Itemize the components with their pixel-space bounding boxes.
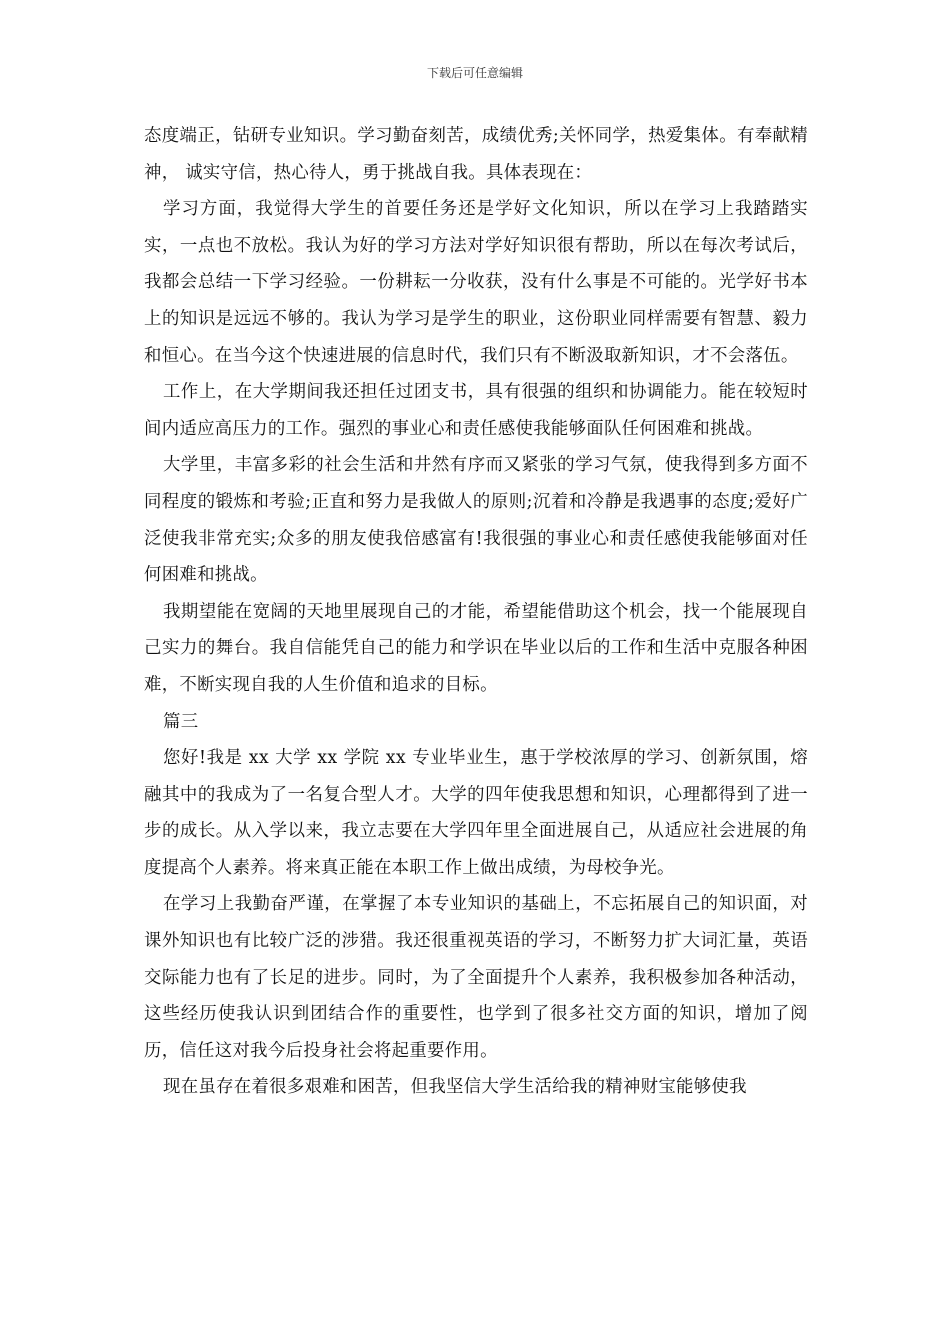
paragraph-learning: 在学习上我勤奋严谨，在掌握了本专业知识的基础上，不忘拓展自己的知识面，对课外知识也有比较广泛的涉猎。我还很重视英语的学习，不断努力扩大词汇量，英语交际能力也有了长足的进步。同时，为了全面提升个人素养，我积极参加各种活动，这些经历使我认识到团结合作的重要性，也学到了很多社交方面的知识，增加了阅历，信任这对我今后投身社会将起重要作用。 bbox=[144, 894, 808, 1061]
paragraph-intro: 态度端正，钻研专业知识。学习勤奋刻苦，成绩优秀;关怀同学，热爱集体。有奉献精神， 诚实守信，热心待人，勇于挑战自我。具体表现在： bbox=[144, 126, 808, 183]
section-heading: 篇三 bbox=[163, 711, 199, 732]
paragraph-hope: 我期望能在宽阔的天地里展现自己的才能，希望能借助这个机会，找一个能展现自己实力的舞台。我自信能凭自己的能力和学识在毕业以后的工作和生活中克服各种困难，不断实现自我的人生价值和追求的目标。 bbox=[144, 601, 808, 695]
document-body bbox=[144, 118, 808, 1106]
paragraph-greeting: 您好!我是 xx 大学 xx 学院 xx 专业毕业生，惠于学校浓厚的学习、创新氛围，熔融其中的我成为了一名复合型人才。大学的四年使我思想和知识，心理都得到了进一步的成长。从入学以来，我立志要在大学四年里全面进展自己，从适应社会进展的角度提高个人素养。将来真正能在本职工作上做出成绩，为母校争光。 bbox=[144, 748, 808, 878]
paragraph-university-life: 大学里，丰富多彩的社会生活和井然有序而又紧张的学习气氛，使我得到多方面不同程度的锻炼和考验;正直和努力是我做人的原则;沉着和冷静是我遇事的态度;爱好广泛使我非常充实;众多的朋友使我倍感富有!我很强的事业心和责任感使我能够面对任何困难和挑战。 bbox=[144, 455, 808, 586]
paragraph-work: 工作上，在大学期间我还担任过团支书，具有很强的组织和协调能力。能在较短时间内适应高压力的工作。强烈的事业心和责任感使我能够面队任何困难和挑战。 bbox=[144, 382, 808, 439]
paragraph-closing: 现在虽存在着很多艰难和困苦，但我坚信大学生活给我的精神财宝能够使我 bbox=[163, 1077, 747, 1098]
paragraph-study: 学习方面，我觉得大学生的首要任务还是学好文化知识，所以在学习上我踏踏实实，一点也不放松。我认为好的学习方法对学好知识很有帮助，所以在每次考试后，我都会总结一下学习经验。一份耕耘一分收获，没有什么事是不可能的。光学好书本上的知识是远远不够的。我认为学习是学生的职业，这份职业同样需要有智慧、毅力和恒心。在当今这个快速进展的信息时代，我们只有不断汲取新知识，才不会落伍。 bbox=[144, 199, 808, 366]
page-header: 下载后可任意编辑 bbox=[426, 66, 523, 80]
